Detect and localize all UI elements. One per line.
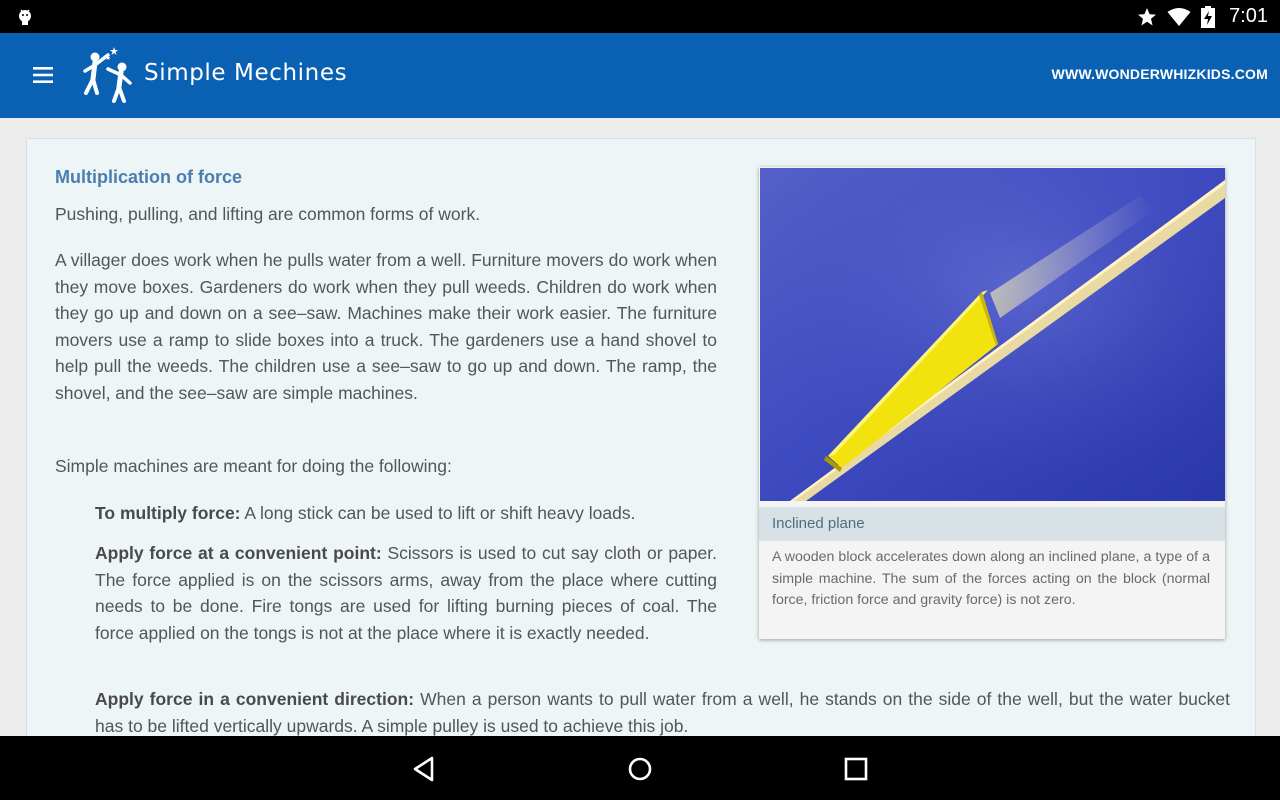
- navigation-bar: [0, 736, 1280, 800]
- android-notification-icon: [14, 6, 36, 28]
- clock: 7:01: [1229, 5, 1268, 27]
- inclined-plane-photo: [760, 168, 1225, 501]
- home-icon[interactable]: [625, 754, 655, 784]
- list-item-title: To multiply force:: [95, 503, 241, 523]
- list-item-title: Apply force at a convenient point:: [95, 543, 382, 563]
- back-icon[interactable]: [410, 754, 440, 784]
- body-paragraph: A villager does work when he pulls water from a well. Furniture movers do work when they move boxes. Gardeners do work when they pull weeds. Children do work when they go up and down on a see–saw. Machines make their work easier. The furniture movers use a ramp to slide boxes into a truck. The gardeners use a hand shovel to help pull the weeds. The children use a see–saw to go up and down. The ramp, the shovel, and the see–saw are simple machines.: [55, 250, 717, 403]
- list-item: [95, 540, 717, 646]
- recents-icon[interactable]: [841, 754, 871, 784]
- kids-logo-icon: [78, 45, 138, 105]
- article-card: [26, 138, 1256, 736]
- battery-charging-icon: [1201, 6, 1215, 28]
- list-item-text: When a person wants to pull water from a well, he stands on the side of the well, but the water bucket has to be lifted vertically upwards. A simple pulley is used to achieve this job.: [95, 689, 1231, 736]
- section-heading: Multiplication of force: [55, 167, 242, 187]
- intro-paragraph: Pushing, pulling, and lifting are common forms of work.: [55, 204, 481, 224]
- menu-icon[interactable]: [30, 62, 56, 88]
- website-link[interactable]: WWW.WONDERWHIZKIDS.COM: [1051, 66, 1268, 82]
- list-item: [95, 500, 717, 527]
- star-icon: [1137, 7, 1157, 27]
- app-bar: [0, 33, 1280, 118]
- status-bar: [0, 0, 1280, 33]
- figure-caption-body: A wooden block accelerates down along an inclined plane, a type of a simple machine. The sum of the forces acting on the block (normal force, friction force and gravity force) is not zero.: [772, 549, 1210, 608]
- list-intro: Simple machines are meant for doing the following:: [55, 456, 452, 476]
- app-title: Simple Mechines: [144, 60, 348, 86]
- list-item-text: Scissors is used to cut say cloth or paper. The force applied is on the scissors arms, away from the place where cutting needs to be done. Fire tongs are used for lifting burning pieces of coal. The force applied on the tongs is not at the place where it is exactly needed.: [95, 543, 717, 643]
- figure-caption-title: Inclined plane: [759, 507, 1225, 541]
- list-item: [95, 686, 1230, 736]
- list-item-title: Apply force in a convenient direction:: [95, 689, 415, 709]
- list-item-text: A long stick can be used to lift or shift heavy loads.: [240, 503, 636, 523]
- content-area[interactable]: [0, 118, 1280, 736]
- figure-card: [759, 167, 1225, 639]
- wifi-icon: [1167, 7, 1191, 27]
